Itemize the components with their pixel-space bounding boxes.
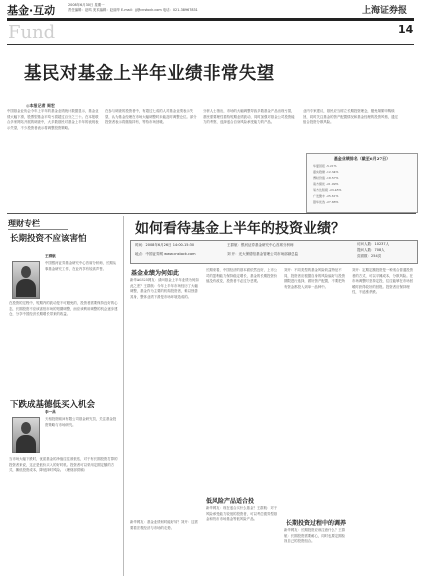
column-title: 理财专栏 — [8, 219, 40, 228]
chat-guest-1: 王群航：银河证券基金研究中心首席分析师 — [227, 243, 294, 247]
paper-logo: 上海证券报 — [362, 6, 408, 16]
fund-row: 广发聚丰 -25.61% — [313, 194, 339, 198]
column-body-2: 当市场大幅下跌时，优质基金的净值往往被低估，对于有长期投资打算的投资者来说，这正是低价买入的好时机。投资者可以采用定期定额的方式，摊低投资成本，降低择时风险。（理财部供稿） — [9, 457, 118, 473]
column-headline-2: 下跌成基德低买入机会 — [10, 400, 96, 410]
column-divider — [123, 216, 124, 576]
section-name: 基金·互动 — [7, 4, 56, 17]
chat-venue: 地点：中国证券网 www.cnstock.com — [135, 252, 196, 256]
fund-row: 易方达积极 -23.45% — [313, 188, 342, 192]
column-intro-2: 天相投资顾问有限公司基金研究员，关注基金投资策略与市场研究。 — [45, 417, 117, 427]
main-headline: 基民对基金上半年业绩非常失望 — [24, 64, 275, 84]
article2-col3b: 新华网友：长期投资应该注意什么？王群航：长期投资需要耐心，同时也要定期检视自己的投资组合。 — [284, 528, 346, 544]
column-body-1: 在投资的过程中，短期内的波动是不可避免的，投资者需要保持良好的心态，长期投资不应该害怕市场的短期调整，而应该利用调整的机会逐步建仓，分享中国经济长期增长带来的收益。 — [9, 301, 118, 317]
article2-col1b: 新华网友：基金业绩何时能好转？刘开：这需要看宏观经济与市场的走势。 — [130, 520, 198, 530]
header-rule — [7, 18, 414, 21]
article2-col3: 刘开：不同类型的基金风险收益特征不同，投资者应根据自身的风险偏好与投资期限进行选择，做好资产配置，不要把所有资金都投入到单一品种中。 — [284, 268, 346, 289]
chat-guest-2: 刘 开：光大保德信基金管理公司市场部副总监 — [227, 252, 299, 256]
article1-col4: 业内专家建议，基民应当树立长期投资理念，避免频繁申购赎回，同时关注基金的资产配置情况和基金经理的投资风格，通过组合投资分散风险。 — [303, 109, 398, 125]
article2-col4: 刘开：定期定额投资是一种适合普通投资者的方式，可以平摊成本，分散风险。在市场调整时坚持定投，往往能够在市场回暖时获得较好的回报。投资者应保持理性，不追涨杀跌。 — [352, 268, 414, 295]
column-title-rule — [8, 229, 68, 230]
article2-headline: 如何看待基金上半年的投资业绩？ — [135, 221, 345, 237]
column-author-2: 李一昌 — [45, 410, 56, 414]
chat-info-box — [130, 240, 418, 264]
fund-box-title: 基金业绩排名（截至6月27日） — [333, 156, 391, 161]
fund-ranking-box — [306, 153, 418, 213]
fund-row: 华夏回报 -5.21% — [313, 164, 337, 168]
fund-section-word: Fund — [8, 22, 56, 43]
issue-info — [68, 3, 288, 13]
fund-row: 银华优选 -27.88% — [313, 200, 339, 204]
article1-col1: 中国基金业协会今年上半年的基金业绩统计数据显示，基金业绩大幅下滑，股票型基金平均亏损超过百分之三十。在本报联合多家网站开展的调查中，大多数基民对基金上半年的表现表示失望，不少投资者表示将调整投资策略。 — [7, 109, 99, 130]
page-number: 14 — [398, 23, 414, 36]
column-headline-1: 长期投资不应该害怕 — [10, 234, 87, 244]
chat-questions: 提问人数：708人 — [357, 248, 385, 252]
chat-time: 时间：2008年6月26日 14:00-15:30 — [135, 243, 195, 247]
fund-rule — [7, 44, 414, 45]
author-portrait-1 — [12, 261, 40, 299]
article1-byline: ◎本报记者 周宏 — [26, 103, 55, 108]
fund-row: 嘉实稳健 -12.34% — [313, 170, 339, 174]
chat-visitors: 访问人数：10237人 — [357, 242, 390, 246]
section-divider — [7, 213, 416, 214]
fund-row: 博时价值 -18.57% — [313, 176, 339, 180]
article2-subhead-2: 低风险产品适合投 — [206, 498, 255, 505]
article2-col2b: 新华网友：现在适合买什么基金？王群航：对于风险承受能力较低的投资者，可以考虑债券型基金和货币市场基金等低风险产品。 — [206, 506, 278, 522]
article1-col2: 在参与调查的投资者中，有超过七成的人对基金业绩表示失望，认为基金经理在市场大幅调整时未能及时调整仓位。部分投资者表示将继续持有，等待市场回暖。 — [105, 109, 197, 125]
issue-editors: 责任编辑：赵鸣 美术编辑：赵丽华 E-mail：jj@cnstock.com 电话：021-38967831 — [68, 8, 198, 13]
chat-pages: 页面数：254页 — [357, 254, 382, 258]
article1-col3: 分析人士指出，市场的大幅调整导致多数基金产品出现亏损，基民需要理性看待短期业绩波动，同时加强对基金公司投资能力的考察，选择适合自身风险承受能力的产品。 — [203, 109, 295, 125]
column-author-1: 王群航 — [45, 254, 56, 258]
column-intro-1: 中国银河证券基金研究中心首席分析师，长期从事基金研究工作，在业内享有较高声誉。 — [45, 261, 117, 271]
fund-row: 南方绩优 -21.09% — [313, 182, 339, 186]
author-portrait-2 — [12, 417, 40, 453]
issue-date: 2008年6月30日 星期一 — [68, 3, 105, 7]
article2-col2: 长期来看，中国经济的基本面依然良好，上市公司的盈利能力保持稳定增长，基金的长期投资价值没有改变，投资者不必过分悲观。 — [206, 268, 278, 284]
article2-subhead-3: 长期投资过程中的调养 — [286, 520, 347, 527]
article2-subhead-1: 基金业绩为何如此 — [131, 270, 180, 277]
article2-col1: 新华A0325网友：请问基金上半年业绩为何如此之差？王群航：今年上半年市场经历了大幅调整，基金作为主要的机构投资者，难以独善其身，整体业绩下滑是市场环境造成的。 — [130, 278, 199, 299]
